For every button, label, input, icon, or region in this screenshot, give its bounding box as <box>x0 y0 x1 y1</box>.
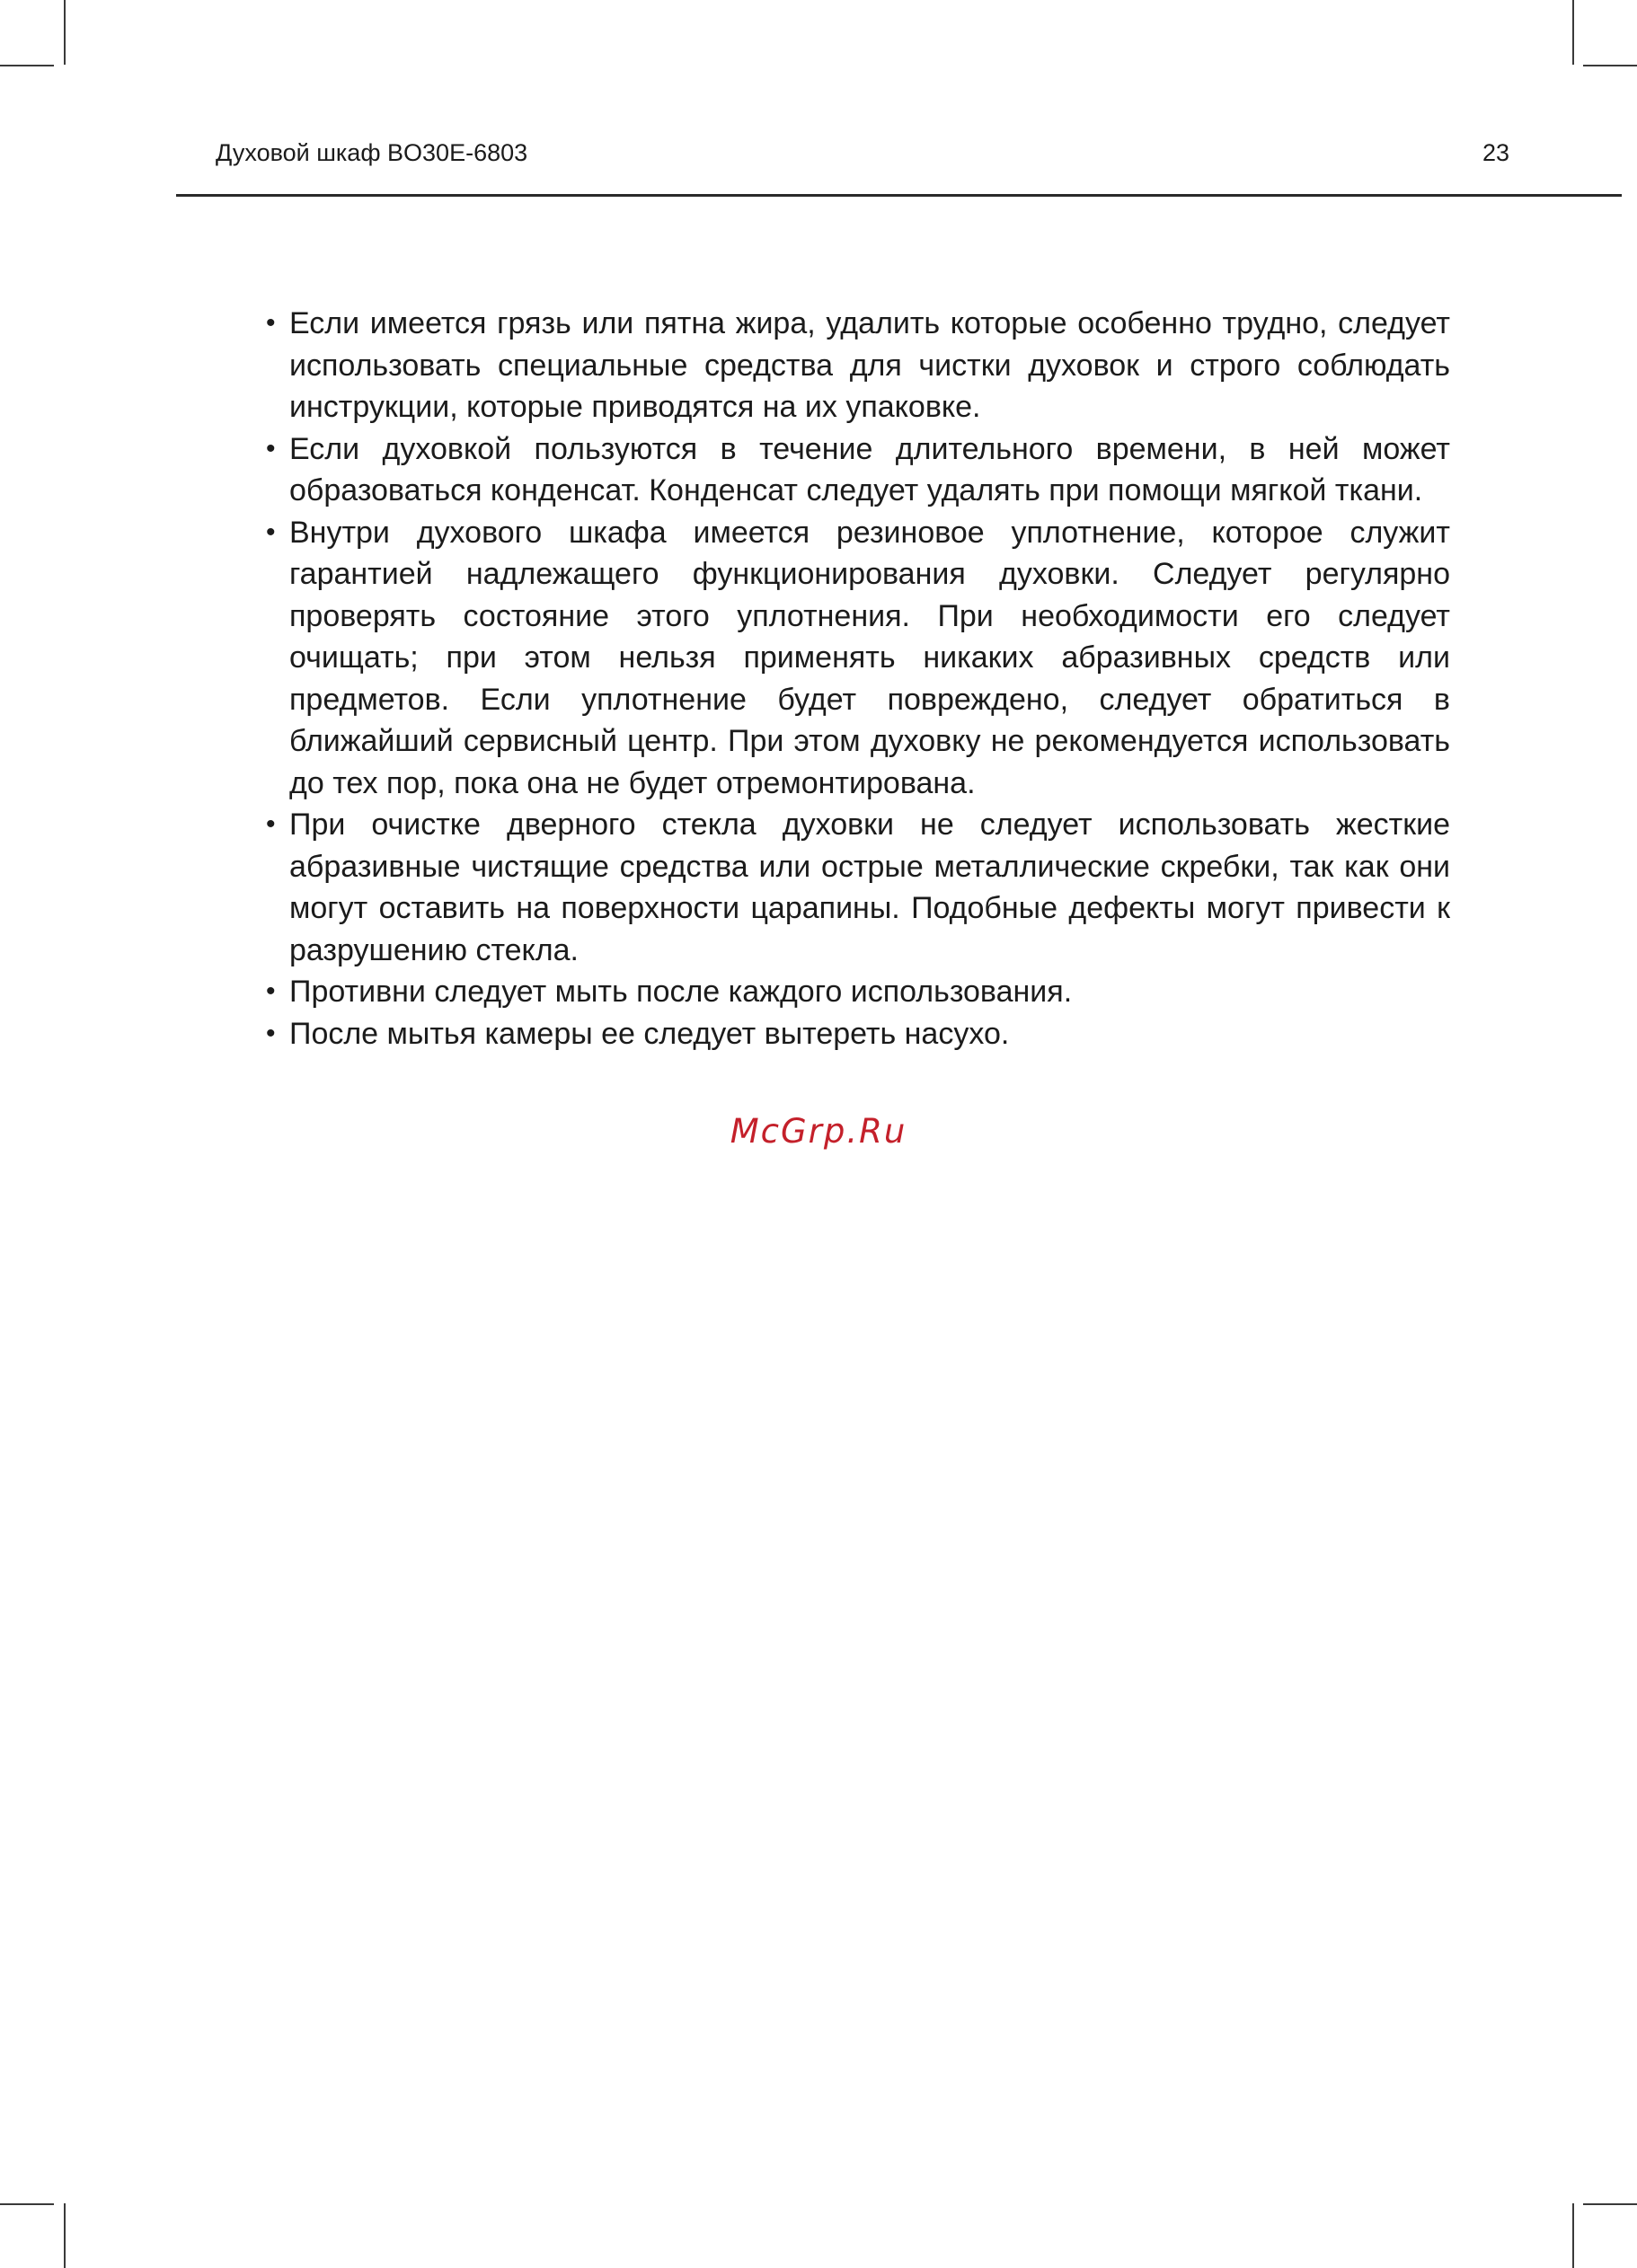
care-instructions-list <box>266 303 1450 1055</box>
list-item-text: После мытья камеры ее следует вытереть насухо. <box>289 1016 1010 1051</box>
main-content <box>266 303 1450 1055</box>
list-item <box>266 1013 1450 1055</box>
list-item <box>266 512 1450 805</box>
watermark: McGrp.Ru <box>730 1112 907 1151</box>
crop-mark-top-right-horizontal <box>1583 65 1637 66</box>
bullet-marker: • <box>266 976 276 1006</box>
running-header <box>216 135 1637 198</box>
crop-mark-bottom-right-vertical <box>1572 2203 1574 2268</box>
crop-mark-bottom-left-horizontal <box>0 2203 54 2205</box>
list-item-text: Внутри духового шкафа имеется резиновое уплотнение, которое служит гарантией надлежащего функционирования духовки. Следует регулярно проверять состояние этого уплотнения. При необходимости его следует очищать; при этом нельзя применять никаких абразивных средств или предметов. Если уплотнение будет повреждено, следует обратиться в ближайший сервисный центр. При этом духовку не рекомендуется использовать до тех пор, пока она не будет отремонтирована. <box>289 515 1450 800</box>
list-item-text: Если духовкой пользуются в течение длительного времени, в ней может образоваться конденсат. Конденсат следует удалять при помощи мягкой ткани. <box>289 431 1450 507</box>
crop-mark-top-left-vertical <box>64 0 66 65</box>
bullet-marker: • <box>266 809 276 839</box>
crop-mark-top-right-vertical <box>1572 0 1574 65</box>
list-item-text: При очистке дверного стекла духовки не следует использовать жесткие абразивные чистящие средства или острые металлические скребки, так как они могут оставить на поверхности царапины. Подобные дефекты могут привести к разрушению стекла. <box>289 807 1450 967</box>
list-item-text: Противни следует мыть после каждого использования. <box>289 975 1073 1009</box>
bullet-marker: • <box>266 516 276 547</box>
document-title: Духовой шкаф BO30E-6803 <box>216 139 528 166</box>
crop-mark-bottom-right-horizontal <box>1583 2203 1637 2205</box>
list-item <box>266 303 1450 428</box>
crop-mark-top-left-horizontal <box>0 65 54 66</box>
page-number: 23 <box>1482 139 1509 166</box>
list-item-text: Если имеется грязь или пятна жира, удалить которые особенно трудно, следует использовать специальные средства для чистки духовок и строго соблюдать инструкции, которые приводятся на их упаковке. <box>289 306 1450 424</box>
list-item <box>266 428 1450 512</box>
bullet-marker: • <box>266 433 276 463</box>
crop-mark-bottom-left-vertical <box>64 2203 66 2268</box>
bullet-marker: • <box>266 308 276 338</box>
header-divider <box>176 194 1622 197</box>
list-item <box>266 971 1450 1013</box>
bullet-marker: • <box>266 1018 276 1048</box>
list-item <box>266 804 1450 971</box>
